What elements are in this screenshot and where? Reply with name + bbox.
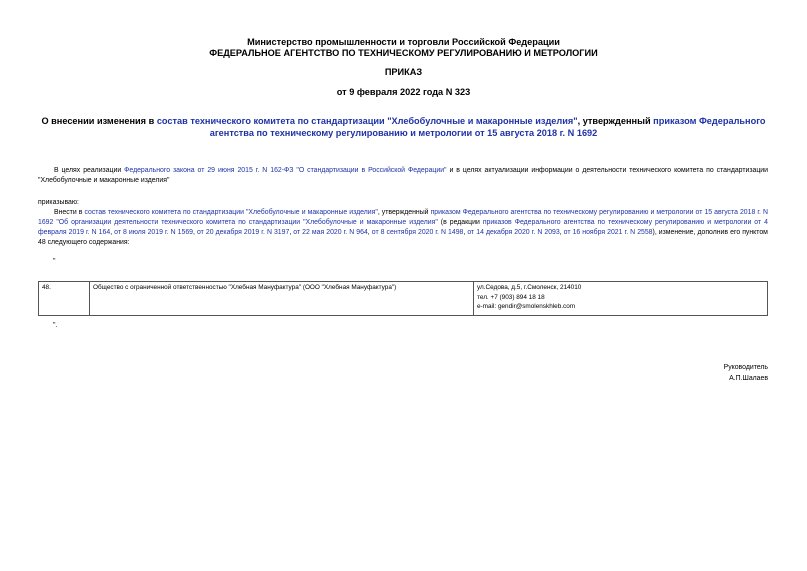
body-text: ,	[463, 229, 468, 236]
document-date: от 9 февраля 2022 года N 323	[336, 87, 471, 97]
body-text: Внести в	[54, 209, 85, 216]
committee-composition-link[interactable]: состав технического комитета по стандартизации "Хлебобулочные и макаронные изделия"	[84, 209, 378, 216]
body-text: ,	[289, 229, 294, 236]
body-paragraph	[38, 208, 768, 248]
order-1692-link[interactable]: приказом Федерального агентства по техническому регулированию и метрологии от 15 августа 2018 г. N 1692 "Об организации деятельности технического комитета по стандартизации "Хлебобулочные и макаронные изделия"	[38, 209, 768, 226]
composition-table	[38, 281, 768, 316]
body-text: (в редакции	[437, 219, 483, 226]
order-word: приказываю:	[38, 199, 79, 206]
table-row	[39, 282, 768, 316]
title-link-order[interactable]: приказом Федерального агентства по техническому регулированию и метрологии от 15 августа 2018 г. N 1692	[209, 116, 766, 138]
address: ул.Седова, д.5, г.Смоленск, 214010	[477, 284, 582, 291]
order-1569-link[interactable]: от 8 июля 2019 г. N 1569	[114, 229, 193, 236]
document-title	[40, 115, 767, 139]
title-text: , утвержденный	[577, 116, 654, 126]
document-type: ПРИКАЗ	[384, 67, 423, 77]
body-text: ,	[110, 229, 115, 236]
signatory-name: А.П.Шалаев	[729, 375, 768, 382]
body-text: , утвержденный	[377, 209, 431, 216]
quote-open: "	[53, 258, 56, 265]
title-text: О внесении изменения в	[41, 116, 157, 126]
agency-heading: ФЕДЕРАЛЬНОЕ АГЕНТСТВО ПО ТЕХНИЧЕСКОМУ РЕГУЛИРОВАНИЮ И МЕТРОЛОГИИ	[209, 48, 598, 58]
phone: тел. +7 (903) 894 18 18	[477, 293, 545, 301]
ministry-heading: Министерство промышленности и торговли Российской Федерации	[247, 37, 560, 47]
order-164-link[interactable]: приказов Федерального агентства по техническому регулированию и метрологии от 4 февраля 2019 г. N 164	[38, 219, 768, 236]
row-number: 48.	[39, 282, 90, 316]
title-link-committee[interactable]: состав технического комитета по стандартизации "Хлебобулочные и макаронные изделия"	[156, 116, 578, 126]
signatory-position: Руководитель	[723, 364, 768, 371]
email: e-mail: gendir@smolenskhleb.com	[477, 303, 576, 310]
order-964-link[interactable]: от 22 мая 2020 г. N 964	[293, 229, 368, 236]
order-3197-link[interactable]: от 20 декабря 2019 г. N 3197	[196, 229, 290, 236]
preamble-text: В целях реализации	[54, 167, 125, 174]
organization-name: Общество с ограниченной ответственностью "Хлебная Мануфактура" (ООО "Хлебная Мануфактура")	[90, 282, 474, 316]
quote-close: ".	[53, 322, 58, 329]
contact-cell	[474, 282, 768, 316]
order-2093-link[interactable]: от 14 декабря 2020 г. N 2093	[467, 229, 560, 236]
order-1498-link[interactable]: от 8 сентября 2020 г. N 1498	[371, 229, 464, 236]
body-text: ,	[559, 229, 564, 236]
body-text: ), изменение, дополнив его пунктом 48 следующего содержания:	[38, 229, 768, 246]
federal-law-link[interactable]: Федерального закона от 29 июня 2015 г. N 162-ФЗ "О стандартизации в Российской Федерации"	[124, 167, 447, 174]
order-2558-link[interactable]: от 16 ноября 2021 г. N 2558	[563, 229, 653, 236]
preamble-text: и в целях актуализации информации о деятельности технического комитета по стандартизации "Хлебобулочные и макаронные изделия"	[38, 167, 768, 184]
body-text: ,	[367, 229, 372, 236]
preamble-paragraph	[38, 166, 768, 186]
body-text: ,	[193, 229, 197, 236]
